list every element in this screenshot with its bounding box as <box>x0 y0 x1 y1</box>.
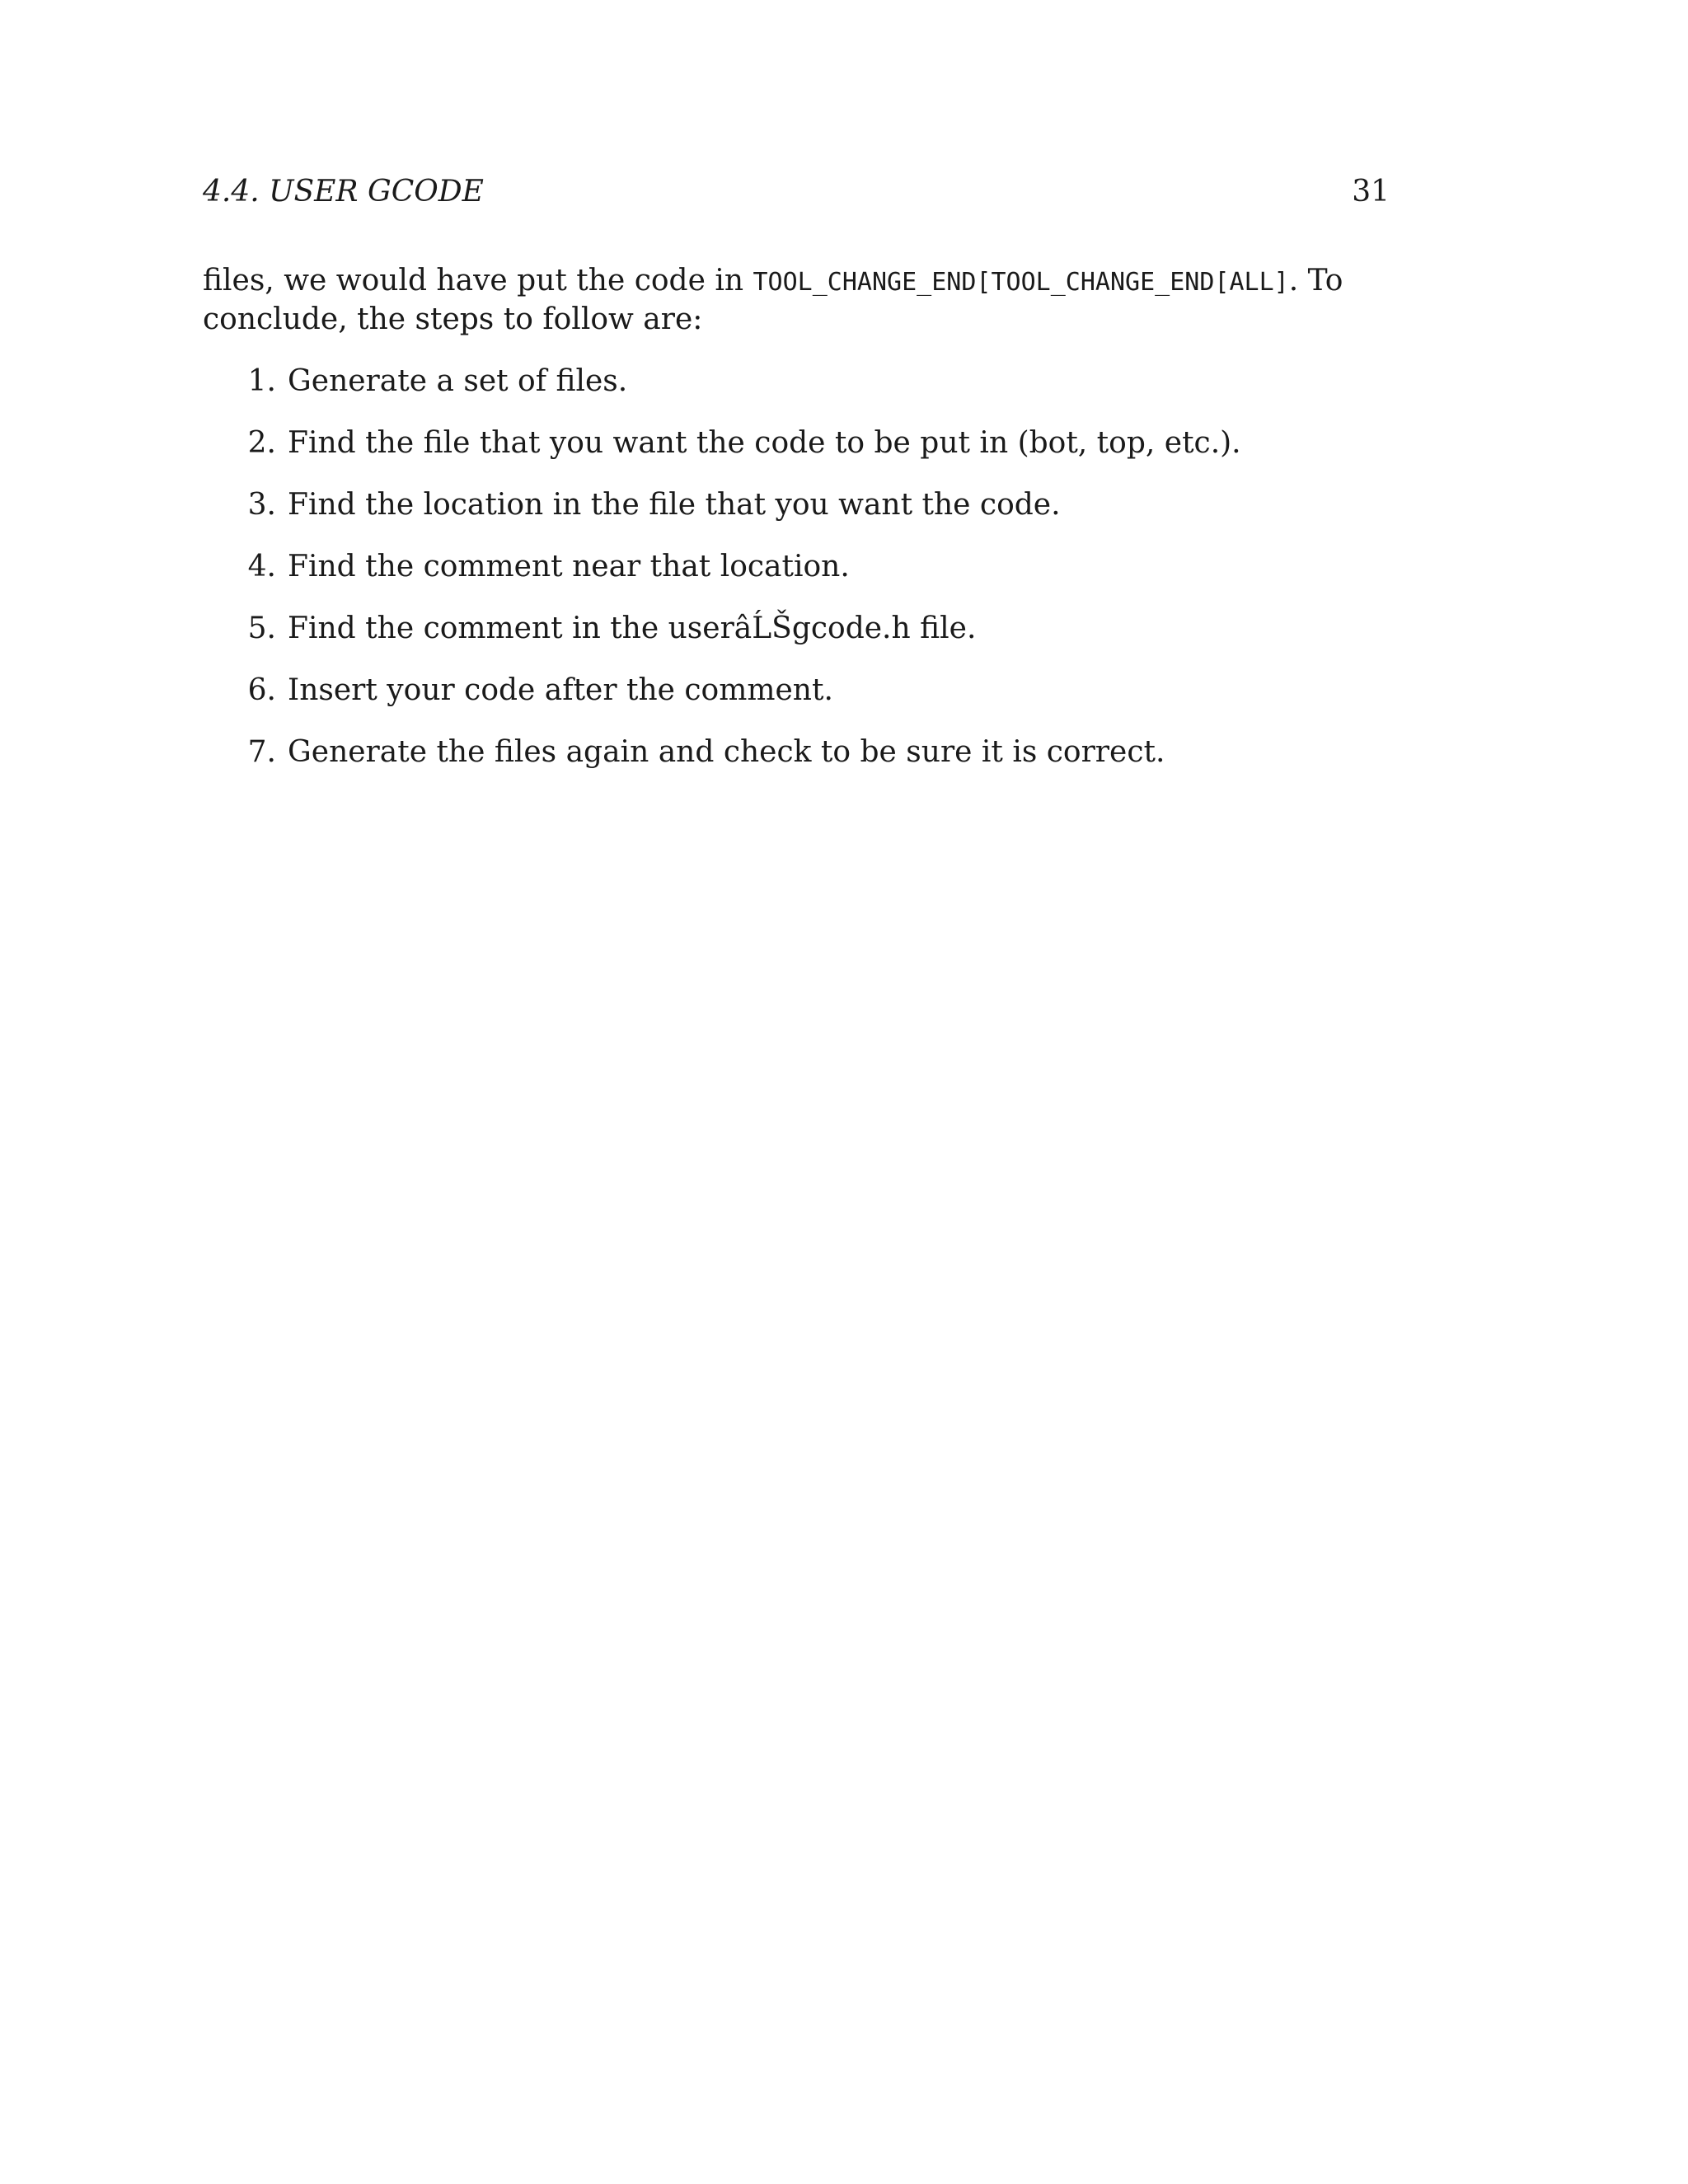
list-item <box>203 733 1394 795</box>
step-number: 6. <box>247 673 276 707</box>
list-item <box>203 486 1394 548</box>
intro-text-before: files, we would have put the code in <box>203 264 753 298</box>
step-number: 2. <box>247 426 276 460</box>
step-text: Find the file that you want the code to be put in (bot, top, etc.). <box>288 426 1241 460</box>
step-text: Generate the files again and check to be sure it is correct. <box>288 735 1165 769</box>
step-number: 5. <box>247 612 276 645</box>
step-text: Find the location in the file that you want the code. <box>288 488 1061 522</box>
step-text: Find the comment near that location. <box>288 550 850 583</box>
steps-list <box>203 363 1394 795</box>
intro-paragraph <box>203 262 1394 338</box>
list-item <box>203 424 1394 486</box>
list-item <box>203 363 1394 424</box>
intro-text-after: . To conclude, the steps to follow are: <box>203 264 1343 336</box>
inline-code: TOOL_CHANGE_END[TOOL_CHANGE_END[ALL] <box>753 268 1289 297</box>
step-text: Insert your code after the comment. <box>288 673 833 707</box>
list-item <box>203 610 1394 672</box>
page-number: 31 <box>1352 175 1390 209</box>
section-title: 4.4. USER GCODE <box>203 175 484 209</box>
list-item <box>203 548 1394 610</box>
list-item <box>203 672 1394 733</box>
step-text: Generate a set of files. <box>288 364 628 398</box>
step-number: 4. <box>247 550 276 583</box>
step-number: 3. <box>247 488 276 522</box>
running-header <box>203 175 1390 216</box>
step-text: Find the comment in the userâĹŠgcode.h file. <box>288 612 977 645</box>
step-number: 7. <box>247 735 276 769</box>
step-number: 1. <box>247 364 276 398</box>
